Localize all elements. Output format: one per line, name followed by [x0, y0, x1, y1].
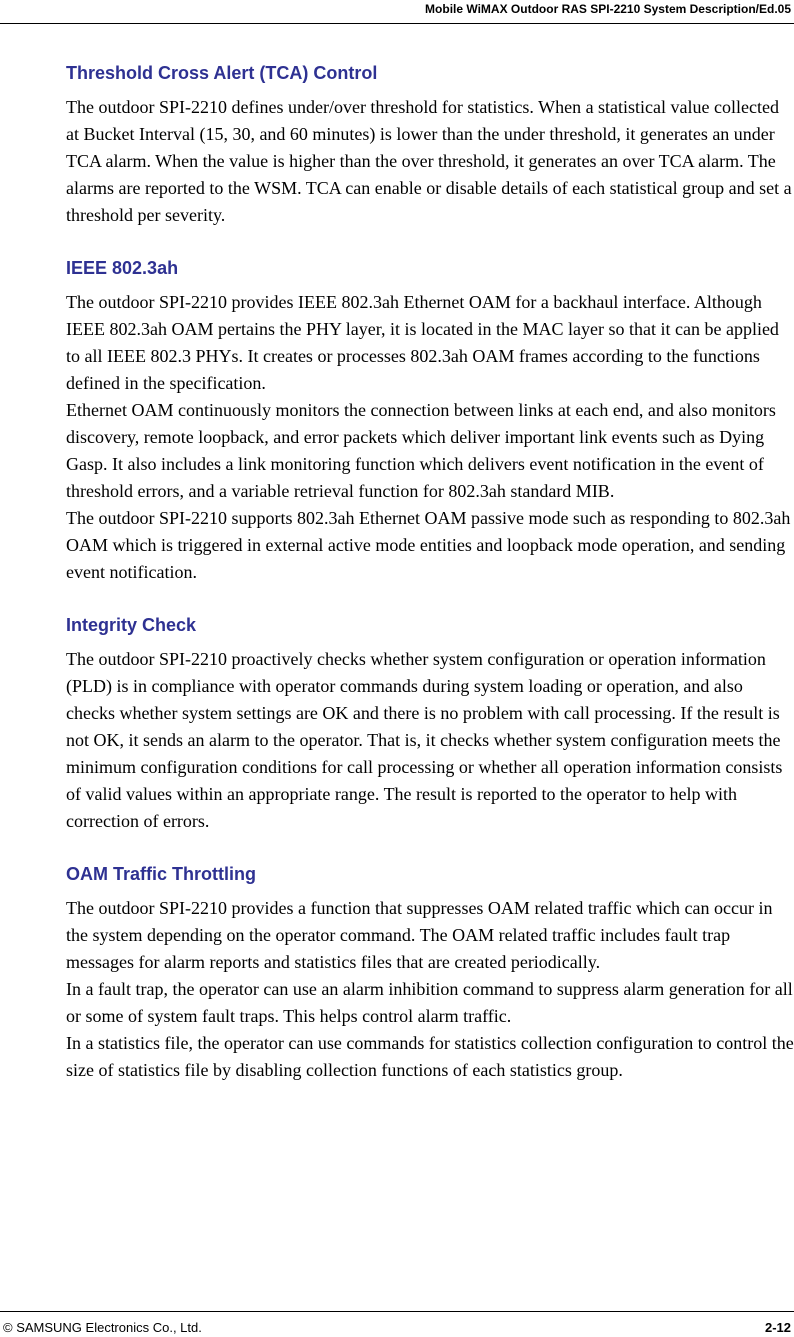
- section-heading: IEEE 802.3ah: [66, 258, 179, 278]
- page-header: [0, 0, 794, 24]
- section-heading: Integrity Check: [66, 615, 197, 635]
- paragraph: The outdoor SPI-2210 proactively checks whether system configuration or operation information (PLD) is in compliance with operator commands during system loading or operation, and also checks whether system settings are OK and there is no problem with call processing. If the result is not OK, it sends an alarm to the operator. That is, it checks whether system configuration meets the minimum configuration conditions for call processing or whether all operation information consists of valid values within an appropriate range. The result is reported to the operator to help with correction of errors.: [66, 649, 783, 831]
- page-content: [66, 58, 794, 1108]
- section-integrity-check: [66, 610, 794, 835]
- section-ieee-8023ah: [66, 253, 794, 586]
- paragraph: Ethernet OAM continuously monitors the connection between links at each end, and also monitors discovery, remote loopback, and error packets which deliver important link events such as Dying Gasp. It also includes a link monitoring function which delivers event notification in the event of threshold errors, and a variable retrieval function for 802.3ah standard MIB.: [66, 400, 776, 501]
- copyright-text: © SAMSUNG Electronics Co., Ltd.: [3, 1320, 202, 1335]
- paragraph: The outdoor SPI-2210 provides IEEE 802.3ah Ethernet OAM for a backhaul interface. Although IEEE 802.3ah OAM pertains the PHY layer, it is located in the MAC layer so that it can be applied to all IEEE 802.3 PHYs. It creates or processes 802.3ah OAM frames according to the functions defined in the specification.: [66, 292, 779, 393]
- document-title: Mobile WiMAX Outdoor RAS SPI-2210 System Description/Ed.05: [425, 2, 791, 16]
- paragraph: In a statistics file, the operator can use commands for statistics collection configuration to control the size of statistics file by disabling collection functions of each statistics group.: [66, 1033, 794, 1080]
- paragraph: The outdoor SPI-2210 supports 802.3ah Ethernet OAM passive mode such as responding to 802.3ah OAM which is triggered in external active mode entities and loopback mode operation, and sending event notification.: [66, 508, 791, 582]
- page-footer: [0, 1311, 794, 1337]
- section-tca-control: [66, 58, 794, 229]
- paragraph: The outdoor SPI-2210 defines under/over threshold for statistics. When a statistical value collected at Bucket Interval (15, 30, and 60 minutes) is lower than the under threshold, it generates an under TCA alarm. When the value is higher than the over threshold, it generates an over TCA alarm. The alarms are reported to the WSM. TCA can enable or disable details of each statistical group and set a threshold per severity.: [66, 97, 792, 225]
- paragraph: The outdoor SPI-2210 provides a function that suppresses OAM related traffic which can occur in the system depending on the operator command. The OAM related traffic includes fault trap messages for alarm reports and statistics files that are created periodically.: [66, 898, 773, 972]
- paragraph: In a fault trap, the operator can use an alarm inhibition command to suppress alarm generation for all or some of system fault traps. This helps control alarm traffic.: [66, 979, 793, 1026]
- section-heading: Threshold Cross Alert (TCA) Control: [66, 63, 378, 83]
- section-heading: OAM Traffic Throttling: [66, 864, 256, 884]
- page-number: 2-12: [764, 1320, 791, 1335]
- section-oam-traffic-throttling: [66, 859, 794, 1084]
